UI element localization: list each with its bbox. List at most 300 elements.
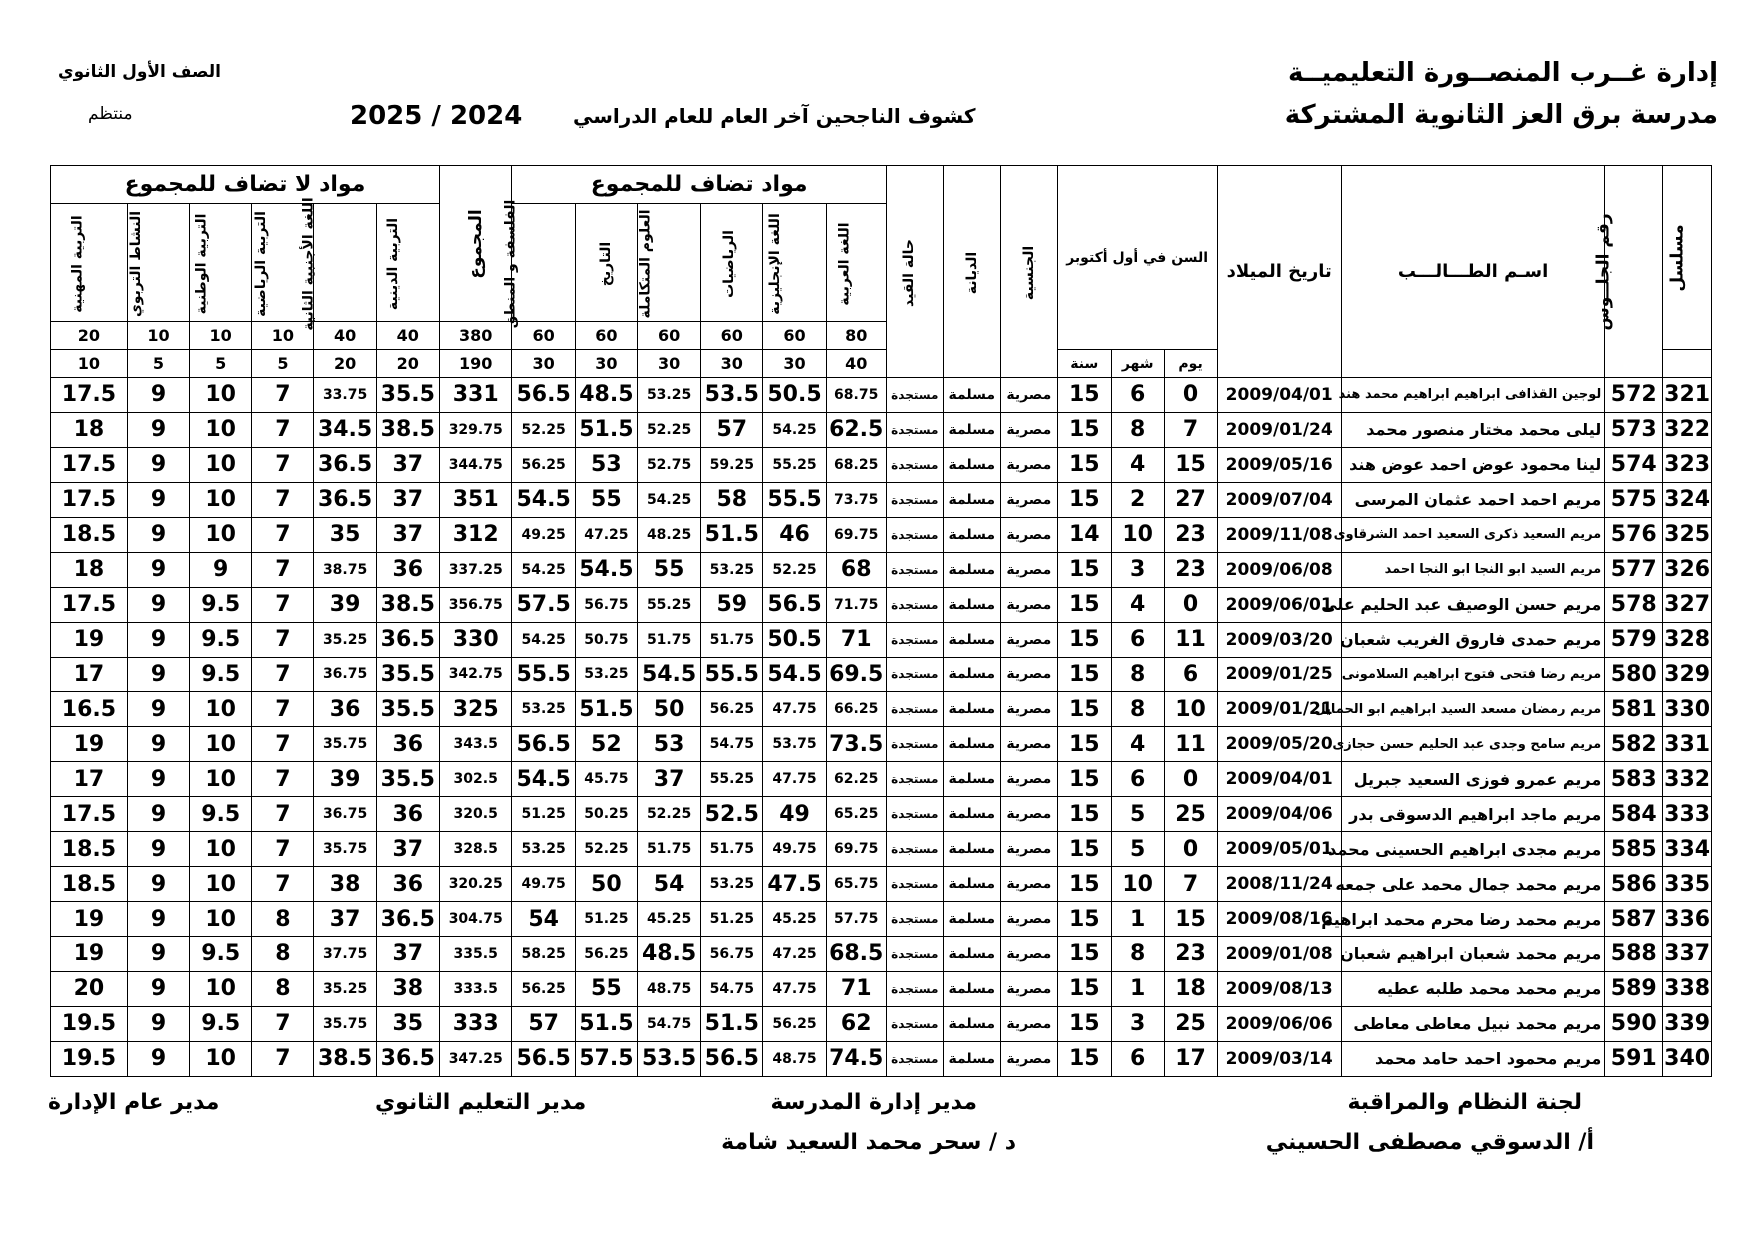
arabic-score: 68.25 [826, 447, 886, 482]
academic-year: 2025 / 2024 [350, 101, 523, 131]
age-month: 8 [1111, 412, 1164, 447]
seat-cell: 572 [1605, 378, 1663, 413]
religious-ed-score: 35.5 [376, 692, 439, 727]
student-name: مريم عمرو فوزى السعيد جبريل [1341, 762, 1604, 797]
science-score: 52.25 [637, 797, 700, 832]
science-score: 48.5 [637, 937, 700, 972]
sports-score: 7 [252, 378, 314, 413]
birthdate-cell: 2009/01/21 [1217, 692, 1341, 727]
science-score: 55 [637, 552, 700, 587]
status-cell: مستجدة [886, 378, 943, 413]
philosophy-score: 56.5 [512, 378, 575, 413]
seat-cell: 576 [1605, 517, 1663, 552]
vocational-score: 18.5 [51, 832, 128, 867]
religion-cell: مسلمة [943, 517, 1000, 552]
age-year: 15 [1057, 412, 1111, 447]
activity-score: 9 [127, 727, 189, 762]
birthdate-cell: 2008/11/24 [1217, 867, 1341, 902]
philosophy-score: 57.5 [512, 587, 575, 622]
sports-score: 7 [252, 517, 314, 552]
age-day: 27 [1164, 482, 1217, 517]
col-philosophy: الفلسفة و المنطق [512, 204, 575, 322]
nationality-cell: مصرية [1000, 622, 1057, 657]
english-score: 55.25 [763, 447, 826, 482]
philosophy-score: 54.5 [512, 482, 575, 517]
max-mark: 60 [512, 322, 575, 350]
sports-score: 7 [252, 832, 314, 867]
col-serial: مسلسل [1663, 166, 1712, 350]
age-month: 2 [1111, 482, 1164, 517]
table-row [51, 937, 1712, 972]
second-language-score: 37.75 [314, 937, 376, 972]
science-score: 53.25 [637, 378, 700, 413]
age-year: 15 [1057, 378, 1111, 413]
second-language-score: 33.75 [314, 378, 376, 413]
arabic-score: 66.25 [826, 692, 886, 727]
age-day: 6 [1164, 657, 1217, 692]
serial-cell: 332 [1663, 762, 1712, 797]
serial-cell: 321 [1663, 378, 1712, 413]
age-day: 23 [1164, 517, 1217, 552]
age-year: 15 [1057, 447, 1111, 482]
second-language-score: 38.5 [314, 1041, 376, 1076]
serial-cell: 339 [1663, 1006, 1712, 1041]
birthdate-cell: 2009/06/08 [1217, 552, 1341, 587]
age-day: 11 [1164, 622, 1217, 657]
age-month: 1 [1111, 971, 1164, 1006]
serial-cell: 333 [1663, 797, 1712, 832]
activity-score: 9 [127, 867, 189, 902]
age-year: 15 [1057, 552, 1111, 587]
total-score: 302.5 [439, 762, 512, 797]
table-row [51, 378, 1712, 413]
age-year: 15 [1057, 832, 1111, 867]
english-score: 54.25 [763, 412, 826, 447]
activity-score: 9 [127, 482, 189, 517]
school-name: مدرسة برق العز الثانوية المشتركة [1284, 100, 1718, 130]
religion-cell: مسلمة [943, 832, 1000, 867]
english-score: 53.75 [763, 727, 826, 762]
table-row [51, 447, 1712, 482]
education-admin-title: إدارة غــرب المنصــورة التعليميــة [1288, 58, 1718, 88]
science-score: 37 [637, 762, 700, 797]
history-score: 51.5 [575, 1006, 637, 1041]
second-language-score: 35.25 [314, 622, 376, 657]
sports-score: 7 [252, 1041, 314, 1076]
activity-score: 9 [127, 447, 189, 482]
nationality-cell: مصرية [1000, 1006, 1057, 1041]
age-day: 0 [1164, 762, 1217, 797]
philosophy-score: 53.25 [512, 692, 575, 727]
philosophy-score: 52.25 [512, 412, 575, 447]
sports-score: 7 [252, 1006, 314, 1041]
serial-cell: 340 [1663, 1041, 1712, 1076]
age-year: 15 [1057, 482, 1111, 517]
sports-score: 7 [252, 552, 314, 587]
seat-cell: 577 [1605, 552, 1663, 587]
religious-ed-score: 38.5 [376, 587, 439, 622]
seat-cell: 583 [1605, 762, 1663, 797]
english-score: 45.25 [763, 902, 826, 937]
national-ed-score: 10 [190, 762, 252, 797]
status-cell: مستجدة [886, 727, 943, 762]
age-year: 15 [1057, 587, 1111, 622]
nationality-cell: مصرية [1000, 797, 1057, 832]
col-english: اللغة الإنجليزية [763, 204, 826, 322]
national-ed-score: 9.5 [190, 1006, 252, 1041]
age-month: 5 [1111, 797, 1164, 832]
col-religion: الديانة [943, 166, 1000, 378]
min-mark: 10 [51, 350, 128, 378]
col-arabic: اللغة العربية [826, 204, 886, 322]
religious-ed-score: 38 [376, 971, 439, 1006]
religious-ed-score: 36.5 [376, 622, 439, 657]
birthdate-cell: 2009/11/08 [1217, 517, 1341, 552]
vocational-score: 18 [51, 412, 128, 447]
religious-ed-score: 36.5 [376, 1041, 439, 1076]
min-mark: 190 [439, 350, 512, 378]
status-cell: مستجدة [886, 902, 943, 937]
religious-ed-score: 36 [376, 727, 439, 762]
principal-signatory: د / سحر محمد السعيد شامة [721, 1130, 1016, 1155]
sports-score: 7 [252, 447, 314, 482]
student-name: مريم رمضان مسعد السيد ابراهيم ابو الحمايل [1341, 692, 1604, 727]
math-score: 58 [701, 482, 763, 517]
activity-score: 9 [127, 517, 189, 552]
arabic-score: 73.5 [826, 727, 886, 762]
science-score: 53 [637, 727, 700, 762]
activity-score: 9 [127, 378, 189, 413]
sports-score: 7 [252, 797, 314, 832]
religion-cell: مسلمة [943, 587, 1000, 622]
seat-cell: 586 [1605, 867, 1663, 902]
history-score: 55 [575, 971, 637, 1006]
vocational-score: 19.5 [51, 1006, 128, 1041]
serial-cell: 325 [1663, 517, 1712, 552]
religion-cell: مسلمة [943, 552, 1000, 587]
philosophy-score: 49.25 [512, 517, 575, 552]
science-score: 48.25 [637, 517, 700, 552]
col-vocational-ed: التربية المهنية [51, 204, 128, 322]
nationality-cell: مصرية [1000, 727, 1057, 762]
second-language-score: 36.5 [314, 447, 376, 482]
min-mark: 30 [763, 350, 826, 378]
age-day: 23 [1164, 552, 1217, 587]
history-score: 53.25 [575, 657, 637, 692]
science-score: 45.25 [637, 902, 700, 937]
nationality-cell: مصرية [1000, 378, 1057, 413]
age-month: 5 [1111, 832, 1164, 867]
religious-ed-score: 37 [376, 447, 439, 482]
science-score: 51.75 [637, 832, 700, 867]
arabic-score: 62.25 [826, 762, 886, 797]
total-score: 356.75 [439, 587, 512, 622]
status-cell: مستجدة [886, 482, 943, 517]
birthdate-cell: 2009/04/06 [1217, 797, 1341, 832]
nationality-cell: مصرية [1000, 902, 1057, 937]
national-ed-score: 10 [190, 692, 252, 727]
second-language-score: 36 [314, 692, 376, 727]
seat-cell: 582 [1605, 727, 1663, 762]
history-score: 52 [575, 727, 637, 762]
status-cell: مستجدة [886, 552, 943, 587]
national-ed-score: 9.5 [190, 657, 252, 692]
min-mark: 5 [190, 350, 252, 378]
religious-ed-score: 37 [376, 517, 439, 552]
sports-score: 8 [252, 902, 314, 937]
age-year: 15 [1057, 867, 1111, 902]
religion-cell: مسلمة [943, 971, 1000, 1006]
nationality-cell: مصرية [1000, 971, 1057, 1006]
serial-cell: 336 [1663, 902, 1712, 937]
table-row [51, 692, 1712, 727]
history-score: 56.75 [575, 587, 637, 622]
english-score: 50.5 [763, 378, 826, 413]
student-name: ليلى محمد مختار منصور محمد [1341, 412, 1604, 447]
table-row [51, 622, 1712, 657]
student-name: لوجين القذافى ابراهيم ابراهيم محمد هند [1341, 378, 1604, 413]
age-day: 0 [1164, 832, 1217, 867]
serial-cell: 330 [1663, 692, 1712, 727]
religious-ed-score: 35.5 [376, 762, 439, 797]
age-month: 4 [1111, 447, 1164, 482]
english-score: 50.5 [763, 622, 826, 657]
total-score: 343.5 [439, 727, 512, 762]
col-science: العلوم المتكاملة [637, 204, 700, 322]
english-score: 52.25 [763, 552, 826, 587]
vocational-score: 17.5 [51, 378, 128, 413]
col-national-ed: التربية الوطنية [190, 204, 252, 322]
max-mark: 20 [51, 322, 128, 350]
vocational-score: 18 [51, 552, 128, 587]
age-day: 11 [1164, 727, 1217, 762]
birthdate-cell: 2009/01/25 [1217, 657, 1341, 692]
nationality-cell: مصرية [1000, 1041, 1057, 1076]
seat-cell: 580 [1605, 657, 1663, 692]
age-day: 15 [1164, 447, 1217, 482]
national-ed-score: 10 [190, 378, 252, 413]
student-name: مريم السعيد ذكرى السعيد احمد الشرقاوى [1341, 517, 1604, 552]
age-month: 4 [1111, 727, 1164, 762]
philosophy-score: 49.75 [512, 867, 575, 902]
philosophy-score: 55.5 [512, 657, 575, 692]
max-mark: 10 [252, 322, 314, 350]
total-score: 337.25 [439, 552, 512, 587]
arabic-score: 68.5 [826, 937, 886, 972]
status-cell: مستجدة [886, 832, 943, 867]
nationality-cell: مصرية [1000, 762, 1057, 797]
activity-score: 9 [127, 762, 189, 797]
activity-score: 9 [127, 552, 189, 587]
religion-cell: مسلمة [943, 447, 1000, 482]
religious-ed-score: 38.5 [376, 412, 439, 447]
second-language-score: 39 [314, 587, 376, 622]
total-score: 333 [439, 1006, 512, 1041]
nationality-cell: مصرية [1000, 412, 1057, 447]
math-score: 57 [701, 412, 763, 447]
national-ed-score: 9.5 [190, 587, 252, 622]
science-score: 48.75 [637, 971, 700, 1006]
vocational-score: 17.5 [51, 447, 128, 482]
col-nationality: الجنسية [1000, 166, 1057, 378]
math-score: 55.25 [701, 762, 763, 797]
min-mark: 40 [826, 350, 886, 378]
total-score: 328.5 [439, 832, 512, 867]
arabic-score: 69.75 [826, 517, 886, 552]
col-activity: النشاط التربوي [127, 204, 189, 322]
sports-score: 7 [252, 762, 314, 797]
birthdate-cell: 2009/04/01 [1217, 762, 1341, 797]
total-score: 344.75 [439, 447, 512, 482]
history-score: 47.25 [575, 517, 637, 552]
arabic-score: 68.75 [826, 378, 886, 413]
max-mark: 40 [376, 322, 439, 350]
table-body [51, 378, 1712, 1077]
birthdate-cell: 2009/01/24 [1217, 412, 1341, 447]
max-mark: 60 [701, 322, 763, 350]
religion-cell: مسلمة [943, 378, 1000, 413]
second-language-score: 38 [314, 867, 376, 902]
arabic-score: 62 [826, 1006, 886, 1041]
science-score: 52.75 [637, 447, 700, 482]
sports-score: 7 [252, 657, 314, 692]
age-day: 23 [1164, 937, 1217, 972]
activity-score: 9 [127, 1006, 189, 1041]
seat-cell: 579 [1605, 622, 1663, 657]
serial-cell: 335 [1663, 867, 1712, 902]
activity-score: 9 [127, 797, 189, 832]
history-score: 51.25 [575, 902, 637, 937]
religious-ed-score: 36 [376, 797, 439, 832]
english-score: 46 [763, 517, 826, 552]
age-year: 15 [1057, 1006, 1111, 1041]
arabic-score: 71 [826, 622, 886, 657]
religious-ed-score: 35 [376, 1006, 439, 1041]
max-mark: 10 [127, 322, 189, 350]
philosophy-score: 53.25 [512, 832, 575, 867]
status-cell: مستجدة [886, 971, 943, 1006]
english-score: 47.75 [763, 692, 826, 727]
arabic-score: 69.5 [826, 657, 886, 692]
student-name: مريم محمد محمد طلبه عطيه [1341, 971, 1604, 1006]
religion-cell: مسلمة [943, 692, 1000, 727]
philosophy-score: 54.25 [512, 552, 575, 587]
arabic-score: 57.75 [826, 902, 886, 937]
age-day: 15 [1164, 902, 1217, 937]
arabic-score: 68 [826, 552, 886, 587]
col-religious-ed: التربية الدينية [376, 204, 439, 322]
age-month: 6 [1111, 378, 1164, 413]
math-score: 59 [701, 587, 763, 622]
philosophy-score: 54.5 [512, 762, 575, 797]
birthdate-cell: 2009/06/01 [1217, 587, 1341, 622]
age-day: 7 [1164, 867, 1217, 902]
age-day: 18 [1164, 971, 1217, 1006]
col-sports-ed: التربية الرياضية [252, 204, 314, 322]
vocational-score: 20 [51, 971, 128, 1006]
col-birthdate: تاريخ الميلاد [1217, 166, 1341, 378]
birthdate-cell: 2009/03/14 [1217, 1041, 1341, 1076]
serial-cell: 323 [1663, 447, 1712, 482]
seat-cell: 589 [1605, 971, 1663, 1006]
birthdate-cell: 2009/05/16 [1217, 447, 1341, 482]
max-mark: 380 [439, 322, 512, 350]
history-score: 48.5 [575, 378, 637, 413]
science-score: 54 [637, 867, 700, 902]
religion-cell: مسلمة [943, 867, 1000, 902]
min-mark: 20 [314, 350, 376, 378]
nationality-cell: مصرية [1000, 937, 1057, 972]
age-year: 15 [1057, 1041, 1111, 1076]
national-ed-score: 10 [190, 482, 252, 517]
arabic-score: 62.5 [826, 412, 886, 447]
age-month-label: شهر [1111, 350, 1164, 378]
religious-ed-score: 36 [376, 552, 439, 587]
col-history: التاريخ [575, 204, 637, 322]
min-mark: 30 [637, 350, 700, 378]
second-language-score: 35.75 [314, 832, 376, 867]
history-score: 50.75 [575, 622, 637, 657]
serial-cell: 326 [1663, 552, 1712, 587]
vocational-score: 18.5 [51, 867, 128, 902]
religion-cell: مسلمة [943, 1006, 1000, 1041]
birthdate-cell: 2009/08/16 [1217, 902, 1341, 937]
arabic-score: 65.75 [826, 867, 886, 902]
english-score: 49.75 [763, 832, 826, 867]
age-year-label: سنة [1057, 350, 1111, 378]
age-month: 10 [1111, 867, 1164, 902]
religion-cell: مسلمة [943, 797, 1000, 832]
age-year: 15 [1057, 971, 1111, 1006]
age-year: 14 [1057, 517, 1111, 552]
vocational-score: 17.5 [51, 587, 128, 622]
age-day: 25 [1164, 797, 1217, 832]
history-score: 56.25 [575, 937, 637, 972]
grade-label: الصف الأول الثانوي [58, 62, 222, 82]
sports-score: 7 [252, 622, 314, 657]
age-year: 15 [1057, 902, 1111, 937]
nationality-cell: مصرية [1000, 517, 1057, 552]
total-score: 347.25 [439, 1041, 512, 1076]
nationality-cell: مصرية [1000, 447, 1057, 482]
religious-ed-score: 35.5 [376, 657, 439, 692]
age-day: 10 [1164, 692, 1217, 727]
second-language-score: 38.75 [314, 552, 376, 587]
math-score: 51.5 [701, 1006, 763, 1041]
sports-score: 7 [252, 587, 314, 622]
second-language-score: 37 [314, 902, 376, 937]
sports-score: 7 [252, 867, 314, 902]
status-cell: مستجدة [886, 1041, 943, 1076]
activity-score: 9 [127, 937, 189, 972]
history-score: 51.5 [575, 412, 637, 447]
total-score: 312 [439, 517, 512, 552]
student-name: مريم محمود احمد حامد محمد [1341, 1041, 1604, 1076]
science-score: 54.75 [637, 1006, 700, 1041]
birthdate-cell: 2009/07/04 [1217, 482, 1341, 517]
religion-cell: مسلمة [943, 412, 1000, 447]
sports-score: 7 [252, 412, 314, 447]
serial-cell: 322 [1663, 412, 1712, 447]
science-score: 54.25 [637, 482, 700, 517]
vocational-score: 19 [51, 622, 128, 657]
seat-cell: 581 [1605, 692, 1663, 727]
vocational-score: 19.5 [51, 1041, 128, 1076]
max-mark: 10 [190, 322, 252, 350]
second-language-score: 36.75 [314, 797, 376, 832]
english-score: 47.75 [763, 971, 826, 1006]
national-ed-score: 10 [190, 971, 252, 1006]
